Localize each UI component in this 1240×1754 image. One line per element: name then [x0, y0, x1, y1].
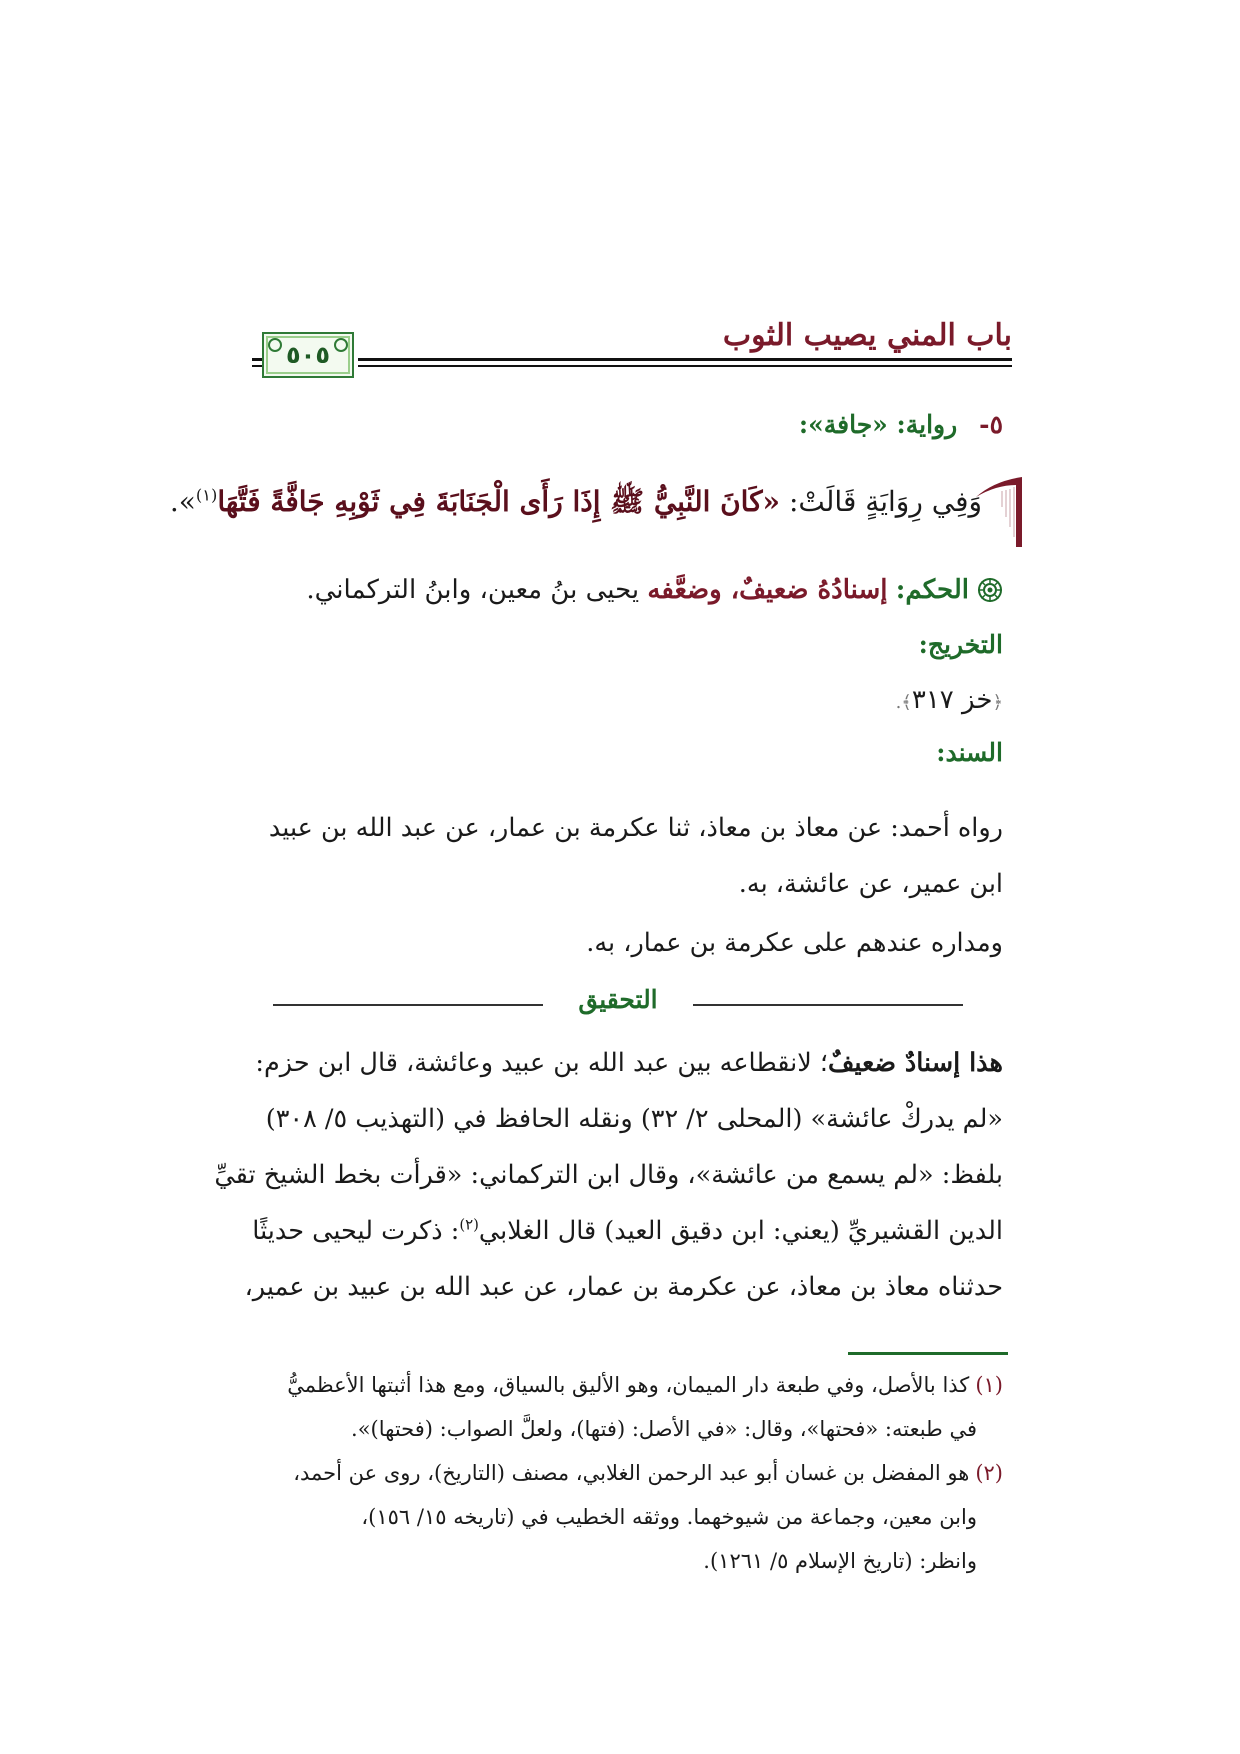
quote-body: «كَانَ النَّبِيُّ ﷺ إِذَا رَأَى الْجَنَابَةَ فِي ثَوْبِهِ جَافَّةً فَتَّهَا [217, 485, 781, 518]
ruling-label: الحكم: [895, 575, 969, 605]
header-rule-left-thin [252, 365, 262, 367]
footnote-2 [233, 1451, 1003, 1495]
bracket-open: ﴿ [992, 692, 1003, 713]
quote-close: ». [169, 485, 196, 518]
ruling-rest: يحيى بنُ معين، وابنُ التركماني. [306, 575, 648, 605]
footnote-text: في طبعته: «فحتها»، وقال: «في الأصل: (فتها)، ولعلَّ الصواب: (فحتها)». [351, 1417, 977, 1441]
tahqiq-line-4b: : ذكرت ليحيى حديثًا [252, 1216, 460, 1246]
footnotes [233, 1363, 1003, 1583]
sanad-paragraph [233, 800, 1003, 912]
tahqiq-paragraph [214, 1035, 1003, 1315]
tahqiq-heading: التحقيق [578, 985, 658, 1014]
chapter-title: باب المني يصيب الثوب [722, 318, 1012, 353]
footnote-number: (٢) [975, 1461, 1003, 1485]
bracket-close: ﴾. [895, 692, 912, 713]
tahqiq-line-5: حدثناه معاذ بن معاذ، عن عكرمة بن عمار، عن عبد الله بن عبيد بن عمير، [244, 1272, 1003, 1302]
quote-text [170, 485, 982, 525]
ruling-grade: إسنادُهُ ضعيفٌ، وضعَّفه [647, 575, 888, 605]
sanad-line-2: ابن عمير، عن عائشة، به. [738, 869, 1003, 899]
tahqiq-line-3: بلفظ: «لم يسمع من عائشة»، وقال ابن التركماني: «قرأت بخط الشيخ تقيِّ [214, 1160, 1003, 1190]
footnote-1 [233, 1363, 1003, 1407]
tahqiq-line-2: «لم يدركْ عائشة» (المحلى ٢/ ٣٢) ونقله الحافظ في (التهذيب ٥/ ٣٠٨) [265, 1104, 1003, 1134]
footnote-ref-2[interactable]: (٢) [459, 1216, 479, 1234]
header-rule-thin [358, 365, 1012, 367]
takhrij-reference [233, 685, 1003, 715]
page-number: ٥٠٥ [286, 341, 330, 369]
sanad-line-1: رواه أحمد: عن معاذ بن معاذ، ثنا عكرمة بن عمار، عن عبد الله بن عبيد [268, 813, 1003, 843]
footnote-text: وابن معين، وجماعة من شيوخهما. ووثقه الخطيب في (تاريخه ١٥/ ١٥٦)، [361, 1505, 977, 1529]
footnote-2-cont [233, 1495, 1003, 1539]
quote-intro: وَفِي رِوَايَةٍ قَالَتْ: [780, 485, 982, 518]
tahqiq-line-4a: الدين القشيريِّ (يعني: ابن دقيق العيد) قال الغلابي [478, 1216, 1003, 1246]
section-heading [233, 410, 1003, 439]
ruling-line [233, 575, 1003, 605]
tahqiq-line-4 [233, 1203, 1003, 1259]
footnote-separator [848, 1352, 1008, 1355]
page-number-frame [262, 332, 354, 378]
section-title: رواية: «جافة»: [798, 410, 958, 439]
tahqiq-divider [233, 985, 1003, 1025]
hadith-quote [169, 477, 1022, 547]
header-rule [358, 358, 1012, 361]
footnote-2-cont-2 [233, 1539, 1003, 1583]
footnote-ref-1[interactable]: (١) [195, 485, 218, 505]
madar-paragraph [233, 915, 1003, 971]
footnote-text: وانظر: (تاريخ الإسلام ٥/ ١٢٦١). [703, 1549, 977, 1573]
section-number: ٥- [979, 410, 1003, 439]
tahqiq-line-1 [233, 1035, 1003, 1091]
footnote-number: (١) [975, 1373, 1003, 1397]
page-header [252, 318, 1012, 378]
header-rule-left [252, 358, 262, 361]
footnote-1-cont [233, 1407, 1003, 1451]
tahqiq-lead: هذا إسنادٌ ضعيفٌ [828, 1048, 1003, 1078]
sanad-heading: السند: [936, 738, 1003, 767]
footnote-text: هو المفضل بن غسان أبو عبد الرحمن الغلابي، مصنف (التاريخ)، روى عن أحمد، [293, 1461, 970, 1485]
tahqiq-line-1-rest: ؛ لانقطاعه بين عبد الله بن عبيد وعائشة، قال ابن حزم: [255, 1048, 828, 1078]
divider-line-left [273, 1004, 543, 1006]
madar-line: ومداره عندهم على عكرمة بن عمار، به. [586, 928, 1003, 958]
takhrij-code: خز ٣١٧ [911, 685, 993, 715]
footnote-text: كذا بالأصل، وفي طبعة دار الميمان، وهو الأليق بالسياق، ومع هذا أثبتها الأعظميُّ [287, 1373, 970, 1397]
flower-icon [977, 577, 1003, 603]
takhrij-heading: التخريج: [918, 630, 1003, 659]
